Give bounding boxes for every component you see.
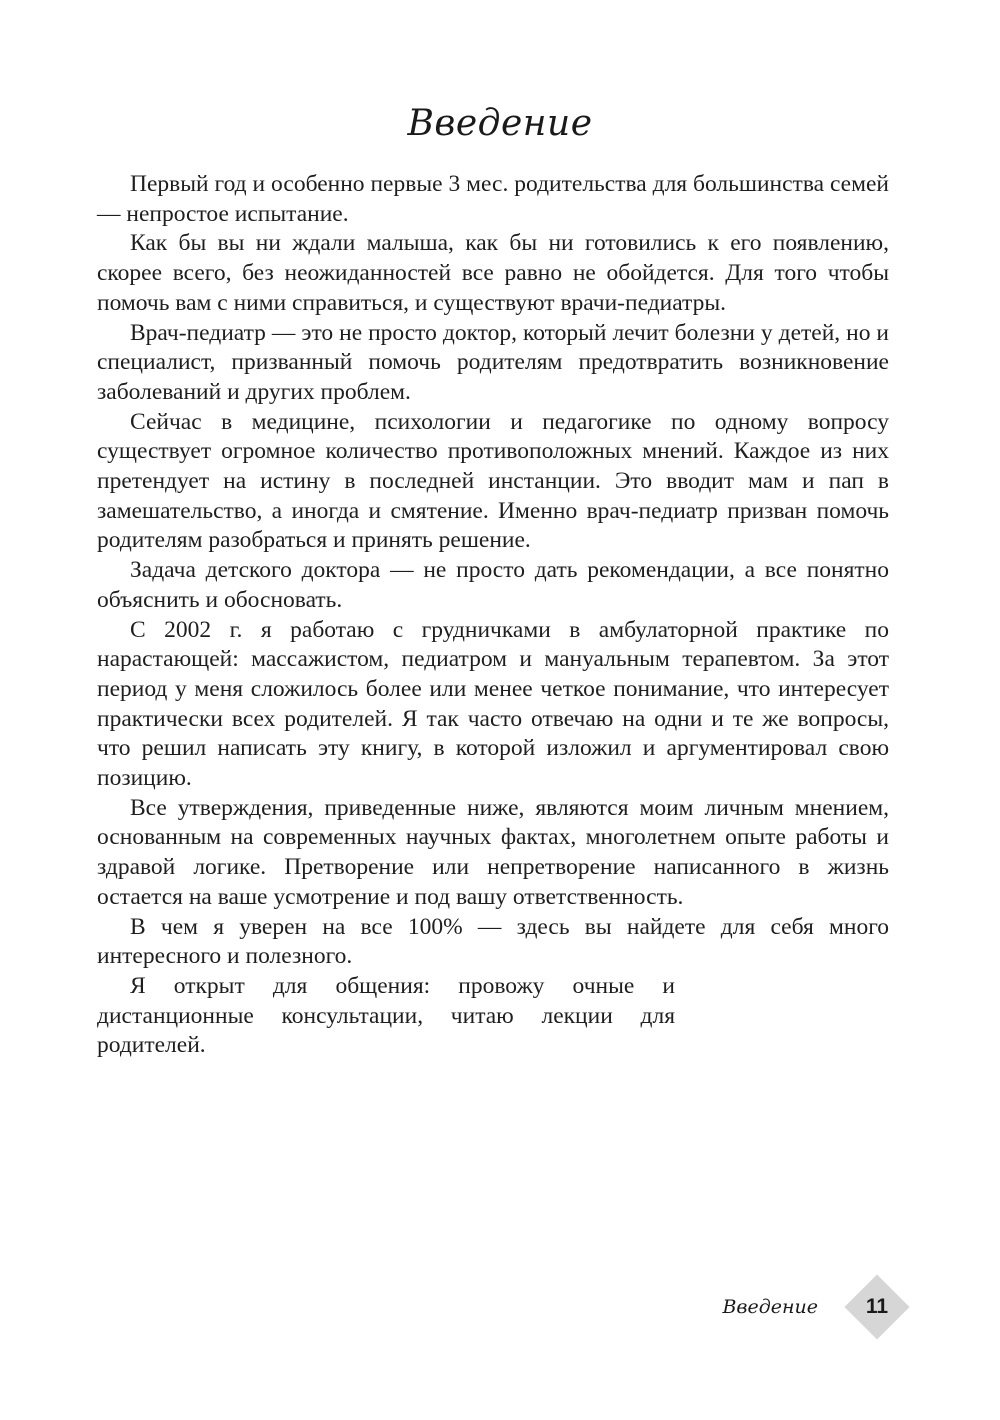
body-text [97,170,889,1061]
paragraph: Задача детского доктора — не просто дать рекомендации, а все понятно объяснить и обосновать. [97,557,889,613]
paragraph: В чем я уверен на все 100% — здесь вы найдете для себя много интересного и полезного. [97,913,889,970]
paragraph: Все утверждения, приведенные ниже, являются моим личным мнением, основанным на современных научных фактах, многолетнем опыте работы и здравой логике. Претворение или непретворение написанного в жизнь остается на ваше усмотрение и под вашу ответственность. [97,794,889,910]
paragraph: Как бы вы ни ждали малыша, как бы ни готовились к его появлению, скорее всего, без неожиданностей все равно не обойдется. Для того чтобы помочь вам с ними справиться, и существуют врачи-педиатры. [97,230,889,316]
page-title: Введение [407,103,593,144]
page-number-badge [845,1275,909,1339]
paragraph: С 2002 г. я работаю с грудничками в амбулаторной практике по нарастающей: массажистом, педиатром и мануальным терапевтом. За этот период у меня сложилось более или менее четкое понимание, что интересует практически всех родителей. Я так часто отвечаю на одни и те же вопросы, что решил написать эту книгу, в которой изложил и аргументировал свою позицию. [97,616,889,792]
running-footer-section: Введение [722,1296,818,1318]
paragraph: Я открыт для общения: провожу очные и дистанционные консультации, читаю лекции для родителей. [97,972,675,1059]
paragraph: Первый год и особенно первые 3 мес. родительства для большинства семей — непростое испытание. [97,171,889,227]
paragraph: Врач-педиатр — это не просто доктор, который лечит болезни у детей, но и специалист, призванный помочь родителям предотвратить возникновение заболеваний и других проблем. [97,319,889,405]
paragraph: Сейчас в медицине, психологии и педагогике по одному вопросу существует огромное количество противоположных мнений. Каждое из них претендует на истину в последней инстанции. Это вводит мам и пап в замешательство, а иногда и смятение. Именно врач-педиатр призван помочь родителям разобраться и принять решение. [97,408,889,554]
page-number: 11 [865,1295,889,1318]
